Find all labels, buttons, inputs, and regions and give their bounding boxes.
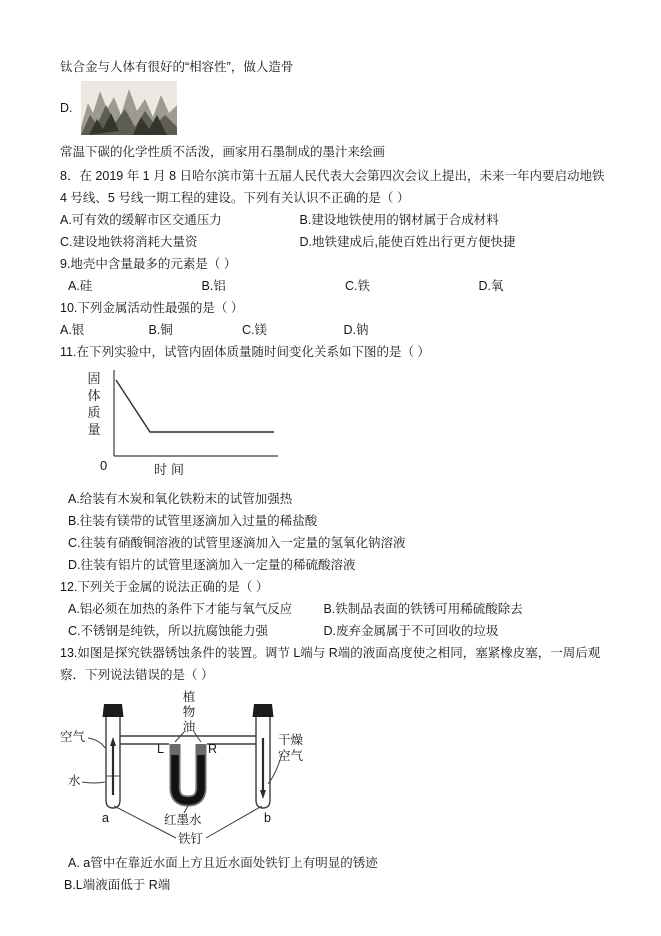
q13-stem: 13.如图是探究铁器锈蚀条件的装置。调节 L端与 R端的液面高度使之相同，塞紧橡皮塞，一周后观察．下列说法错误的是（ ） — [60, 646, 601, 682]
q13-rust-apparatus-diagram — [60, 692, 360, 850]
q12-options-row-2 — [60, 620, 606, 642]
q10-option-d: D.钠 — [343, 323, 369, 337]
q11-graph-axes-curve — [106, 366, 306, 470]
q9-options-row — [60, 275, 606, 297]
caption-carbon-graphite: 常温下碳的化学性质不活泼，画家用石墨制成的墨汁来绘画 — [60, 145, 386, 159]
q10-option-c: C.镁 — [241, 323, 267, 337]
q8-options-row-1 — [60, 209, 606, 231]
diagram-label-right-end: R — [208, 742, 218, 756]
q9-option-c: C.铁 — [344, 279, 370, 293]
q10-stem: 10.下列金属活动性最强的是（ ） — [60, 301, 244, 315]
q11-graph-y-axis-label: 固体质量 — [87, 371, 101, 437]
diagram-label-water: 水 — [68, 774, 81, 788]
diagram-label-tube-b: b — [264, 811, 271, 825]
diagram-label-dry-air: 干燥空气 — [278, 733, 304, 763]
q12-option-a: A.铝必须在加热的条件下才能与氧气反应 — [68, 602, 293, 616]
q13-option-a: A. a管中在靠近水面上方且近水面处铁钉上有明显的锈迹 — [68, 856, 378, 870]
q10-option-a: A.银 — [60, 323, 85, 337]
diagram-label-iron-nail: 铁钉 — [178, 832, 204, 846]
ink-mountain-painting-image — [81, 81, 177, 135]
q9-option-d: D.氧 — [478, 279, 504, 293]
q8-option-b: B.建设地铁使用的钢材属于合成材料 — [299, 213, 499, 227]
q12-option-d: D.废弃金属属于不可回收的垃圾 — [323, 624, 499, 638]
q8-option-d: D.地铁建成后,能使百姓出行更方便快捷 — [299, 235, 516, 249]
q9-option-b: B.铝 — [201, 279, 226, 293]
q11-stem: 11.在下列实验中，试管内固体质量随时间变化关系如下图的是（ ） — [60, 345, 430, 359]
q11-option-d: D.往装有铝片的试管里逐滴加入一定量的稀硫酸溶液 — [68, 558, 356, 572]
diagram-label-red-ink: 红墨水 — [164, 813, 202, 827]
q11-graph-origin-label: 0 — [100, 458, 108, 473]
q9-stem: 9.地壳中含量最多的元素是（ ） — [60, 257, 237, 271]
q8-option-a: A.可有效的缓解市区交通压力 — [60, 213, 222, 227]
option-d-label: D. — [60, 101, 73, 115]
q11-option-b: B.往装有镁带的试管里逐滴加入过量的稀盐酸 — [68, 514, 318, 528]
q11-option-c: C.往装有硝酸铜溶液的试管里逐滴加入一定量的氢氧化钠溶液 — [68, 536, 406, 550]
q11-mass-time-graph — [62, 366, 312, 486]
q9-option-a: A.硅 — [68, 279, 93, 293]
q8-options-row-2 — [60, 231, 606, 253]
option-d-image-row — [60, 81, 606, 135]
diagram-label-air: 空气 — [60, 730, 86, 744]
q12-option-c: C.不锈钢是纯铁，所以抗腐蚀能力强 — [68, 624, 269, 638]
q10-option-b: B.铜 — [148, 323, 173, 337]
q11-option-a: A.给装有木炭和氧化铁粉末的试管加强热 — [68, 492, 293, 506]
q12-stem: 12.下列关于金属的说法正确的是（ ） — [60, 580, 269, 594]
caption-titanium-alloy: 钛合金与人体有很好的“相容性”，做人造骨 — [60, 60, 294, 74]
q10-options-row — [60, 319, 606, 341]
diagram-label-left-end: L — [157, 742, 164, 756]
ink-mountain-art — [81, 81, 177, 135]
q12-option-b: B.铁制品表面的铁锈可用稀硫酸除去 — [323, 602, 523, 616]
q8-stem: 8．在 2019 年 1 月 8 日哈尔滨市第十五届人民代表大会第四次会议上提出，未来一年内要启动地铁 4 号线、5 号线一期工程的建设。下列有关认识不正确的是（ ） — [60, 169, 605, 205]
q12-options-row-1 — [60, 598, 606, 620]
q8-option-c: C.建设地铁将消耗大量资 — [60, 235, 198, 249]
q11-graph-x-axis-label: 时间 — [154, 462, 189, 477]
q13-option-b: B.L端液面低于 R端 — [64, 878, 171, 892]
diagram-label-vegetable-oil: 植物油 — [182, 690, 196, 734]
diagram-label-tube-a: a — [102, 811, 109, 825]
